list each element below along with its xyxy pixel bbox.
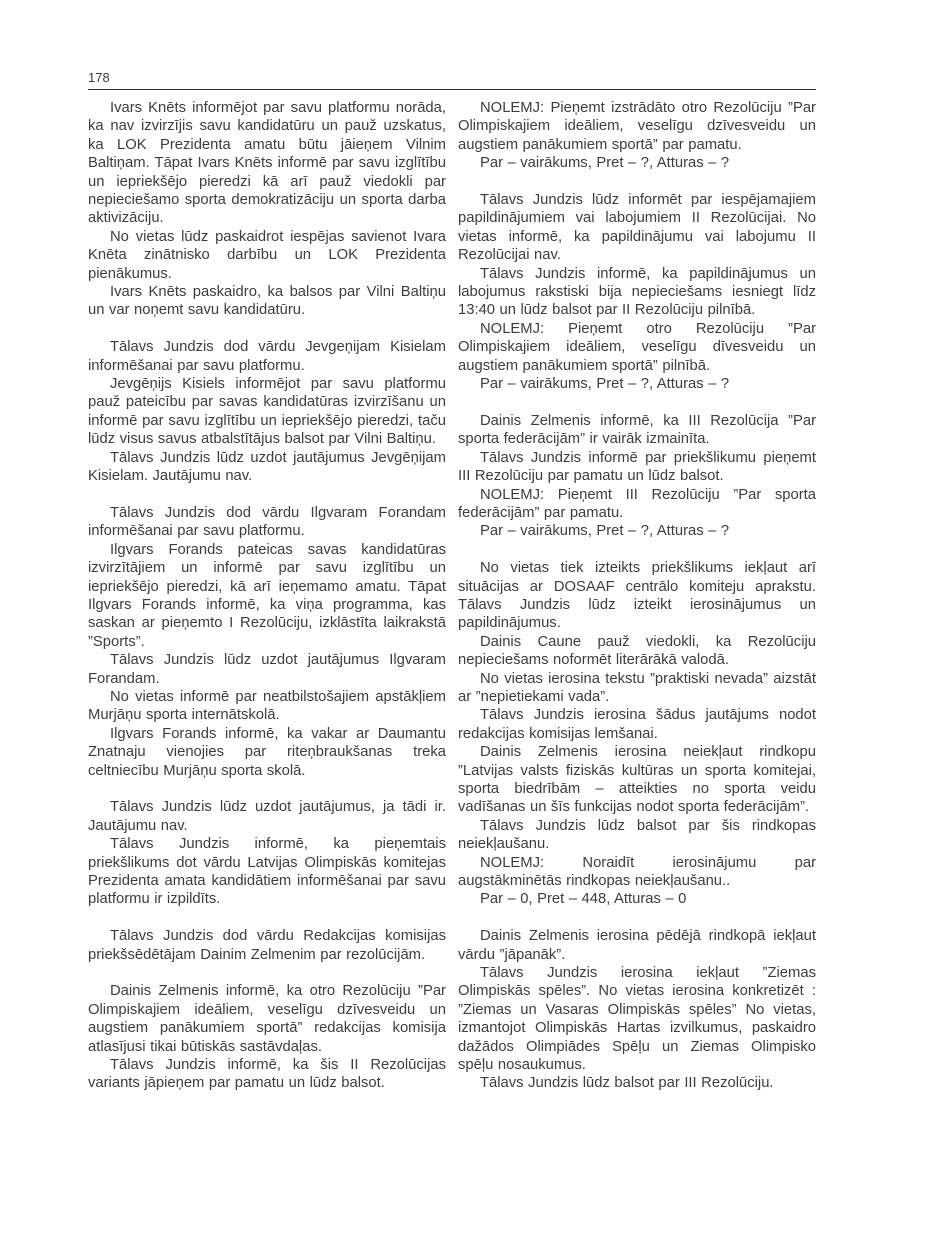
page-header — [88, 70, 816, 90]
paragraph: Dainis Zelmenis informē, ka III Rezolūcija ”Par sporta federācijām” ir vairāk izmainīta. — [458, 412, 816, 448]
paragraph: Dainis Zelmenis ierosina pēdējā rindkopā iekļaut vārdu ”jāpanāk”. — [458, 928, 816, 963]
paragraph: Ilgvars Forands informē, ka vakar ar Daumantu Znatnaju vienojies par riteņbraukšanas treka celtniecību Murjāņu sporta skolā. — [88, 725, 446, 779]
left-column-section-5 — [88, 927, 446, 964]
paragraph: Par – vairākums, Pret – ?, Atturas – ? — [480, 523, 730, 540]
left-column-section-1 — [88, 99, 446, 320]
page-body — [88, 70, 816, 1093]
paragraph: Tālavs Jundzis lūdz balsot par šis rindkopas neiekļaušanu. — [458, 817, 816, 853]
paragraph: Tālavs Jundzis dod vārdu Redakcijas komisijas priekšsēdētājam Dainim Zelmenim par rezolūcijām. — [88, 928, 446, 963]
paragraph: Dainis Zelmenis informē, ka otro Rezolūciju ”Par Olimpiskajiem ideāliem, veselīgu dzīvesveidu un augstiem panākumiem sportā” redakcijas komisija atlasījusi tikai būtiskās sastāvdaļas. — [88, 983, 446, 1055]
paragraph: Tālavs Jundzis dod vārdu Jevgeņijam Kisielam informēšanai par savu platformu. — [88, 339, 446, 374]
paragraph: Dainis Zelmenis ierosina neiekļaut rindkopu ”Latvijas valsts fiziskās kultūras un sporta komitejai, sporta biedrībām – atteikties no sporta veidu vadīšanas un šīs funkcijas nodot sporta federācijām”. — [458, 744, 816, 816]
text-columns — [88, 99, 816, 1093]
paragraph: Tālavs Jundzis ierosina iekļaut ”Ziemas Olimpiskās spēles”. No vietas ierosina konkretizēt : ”Ziemas un Vasaras Olimpiskās spēles” No vietas, izmantojot Olimpiskās Hartas izvilkumus, paskaidro dažādos Olimpiādes Spēļu un Ziemas Olimpisko spēļu nosaukumus. — [458, 965, 816, 1074]
paragraph: Tālavs Jundzis ierosina šādus jautājums nodot redakcijas komisijas lemšanai. — [458, 707, 816, 742]
paragraph: NOLEMJ: Pieņemt otro Rezolūciju ”Par Olimpiskajiem ideāliem, veselīgu dīvesveidu un augstiem panākumiem sportā” pilnībā. — [458, 320, 816, 374]
paragraph: Par – vairākums, Pret – ?, Atturas – ? — [480, 376, 730, 393]
right-column-section-5 — [458, 927, 816, 1093]
left-column-section-6 — [88, 982, 446, 1092]
paragraph: NOLEMJ: Noraidīt ierosinājumu par augstākminētās rindkopas neiekļaušanu.. — [458, 854, 816, 890]
right-column-section-1 — [458, 99, 816, 173]
page-number: 178 — [88, 70, 110, 85]
paragraph: No vietas tiek izteikts priekšlikums iekļaut arī situācijas ar DOSAAF centrālo komiteju aprakstu. Tālavs Jundzis lūdz izteikt ierosinājumus un papildinājumus. — [458, 560, 816, 632]
paragraph: Tālavs Jundzis lūdz uzdot jautājumus, ja tādi ir. Jautājumu nav. — [88, 799, 446, 834]
paragraph: Par – vairākums, Pret – ?, Atturas – ? — [480, 155, 730, 172]
left-column — [88, 99, 446, 1093]
paragraph: Ilgvars Forands pateicas savas kandidatūras izvirzītājiem un informē par savu izglītību un iepriekšējo pieredzi, kā arī ieņemamo amatu. Tāpat Ilgvars Forands informē, ka viņa programma, kas saskan ar pieņemto I Rezolūciju, izklāstīta laikrakstā ”Sports”. — [88, 541, 446, 650]
right-column-section-3 — [458, 412, 816, 541]
paragraph: Tālavs Jundzis informē, ka šis II Rezolūcijas variants jāpieņem par pamatu un lūdz balsot. — [88, 1057, 446, 1092]
paragraph: Tālavs Jundzis lūdz uzdot jautājumus Ilgvaram Forandam. — [88, 652, 446, 687]
paragraph: Tālavs Jundzis informē, ka pieņemtais priekšlikums dot vārdu Latvijas Olimpiskās komitejas Prezidenta amata kandidātiem informēšanai par savu platformu ir izpildīts. — [88, 836, 446, 908]
paragraph: No vietas ierosina tekstu ”praktiski nevada” aizstāt ar ”nepietiekami vada”. — [458, 670, 816, 705]
paragraph: Tālavs Jundzis dod vārdu Ilgvaram Forandam informēšanai par savu platformu. — [88, 504, 446, 540]
right-column-section-2 — [458, 191, 816, 393]
right-column-section-4 — [458, 559, 816, 909]
paragraph: Tālavs Jundzis lūdz uzdot jautājumus Jevgēņijam Kisielam. Jautājumu nav. — [88, 449, 446, 485]
left-column-section-3 — [88, 504, 446, 780]
paragraph: Par – 0, Pret – 448, Atturas – 0 — [480, 891, 687, 908]
paragraph: Dainis Caune pauž viedokli, ka Rezolūciju nepieciešams noformēt literārākā valodā. — [458, 633, 816, 669]
paragraph: Tālavs Jundzis lūdz balsot par III Rezolūciju. — [480, 1075, 774, 1092]
left-column-section-2 — [88, 338, 446, 485]
paragraph: No vietas informē par neatbilstošajiem apstākļiem Murjāņu sporta internātskolā. — [88, 688, 446, 724]
paragraph: Tālavs Jundzis informē par priekšlikumu pieņemt III Rezolūciju par pamatu un lūdz balsot. — [458, 449, 816, 485]
paragraph: NOLEMJ: Pieņemt III Rezolūciju ”Par sporta federācijām” par pamatu. — [458, 486, 816, 521]
paragraph: Ivars Knēts informējot par savu platformu norāda, ka nav izvirzījis savu kandidatūru un pauž uzskatus, ka LOK Prezidenta amatu būtu jāieņem Vilnim Baltiņam. Tāpat Ivars Knēts informē par savu izglītību un iepriekšējo pieredzi kā arī pauž viedokli par nepieciešamo sporta demokratizāciju un sporta darba aktivizāciju. — [88, 100, 446, 227]
paragraph: Ivars Knēts paskaidro, ka balsos par Vilni Baltiņu un var noņemt savu kandidatūru. — [88, 284, 446, 319]
paragraph: Jevgēņijs Kisiels informējot par savu platformu pauž pateicību par savas kandidatūras izvirzīšanu un informē par savu izglītību un iepriekšējo pieredzi, taču lūdz visus savus atbalstītājus balsot par Vilni Baltiņu. — [88, 376, 446, 448]
paragraph: Tālavs Jundzis lūdz informēt par iespējamajiem papildinājumiem vai labojumiem II Rezolūcijai. No vietas informē, ka papildinājumu vai labojumu II Rezolūcijai nav. — [458, 192, 816, 264]
paragraph: Tālavs Jundzis informē, ka papildinājumus un labojumus rakstiski bija nepieciešams iesniegt līdz 13:40 un lūdz balsot par II Rezolūciju pilnībā. — [458, 265, 816, 319]
paragraph: NOLEMJ: Pieņemt izstrādāto otro Rezolūciju ”Par Olimpiskajiem ideāliem, veselīgu dzīvesveidu un augstiem panākumiem sportā” par pamatu. — [458, 100, 816, 153]
right-column — [458, 99, 816, 1093]
left-column-section-4 — [88, 798, 446, 908]
paragraph: No vietas lūdz paskaidrot iespējas savienot Ivara Knēta zinātnisko darbību un LOK Prezidenta pienākumus. — [88, 228, 446, 282]
